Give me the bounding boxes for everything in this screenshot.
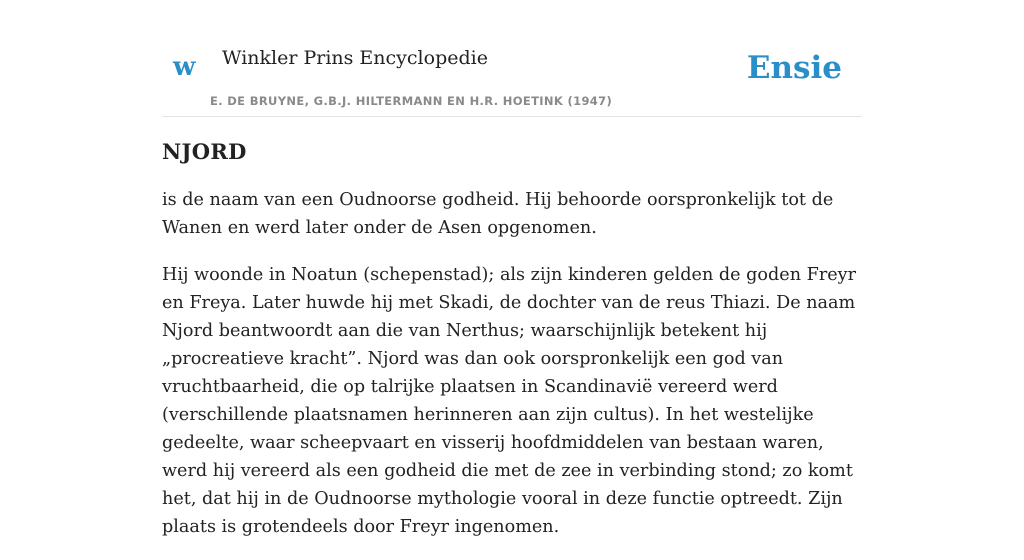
header — [162, 38, 862, 117]
publication-title[interactable]: Winkler Prins Encyclopedie — [222, 47, 488, 69]
ensie-logo[interactable]: Ensie — [746, 50, 842, 86]
publication-authors: E. DE BRUYNE, G.B.J. HILTERMANN EN H.R. HOETINK (1947) — [210, 94, 613, 108]
winkler-prins-logo[interactable]: w — [173, 52, 196, 82]
article-paragraph: is de naam van een Oudnoorse godheid. Hij behoorde oorspronkelijk tot de Wanen en werd later onder de Asen opgenomen. — [162, 190, 834, 239]
article-paragraph: Hij woonde in Noatun (schepenstad); als zijn kinderen gelden de goden Freyr en Freya. Later huwde hij met Skadi, de dochter van de reus Thiazi. De naam Njord beantwoordt aan die van Nerthus; waarschijnlijk betekent hij „procreatieve kracht”. Njord was dan ook oorspronkelijk een god van vruchtbaarheid, die op talrijke plaatsen in Scandinavië vereerd werd (verschillende plaatsnamen herinneren aan zijn cultus). In het westelijke gedeelte, waar scheepvaart en visserij hoofdmiddelen van bestaan waren, werd hij vereerd als een godheid die met de zee in verbinding stond; zo komt het, dat hij in de Oudnoorse mythologie vooral in deze functie optreedt. Zijn plaats is grotendeels door Freyr ingenomen. — [162, 265, 856, 538]
article-headword: NJORD — [162, 139, 247, 164]
article — [162, 138, 862, 560]
